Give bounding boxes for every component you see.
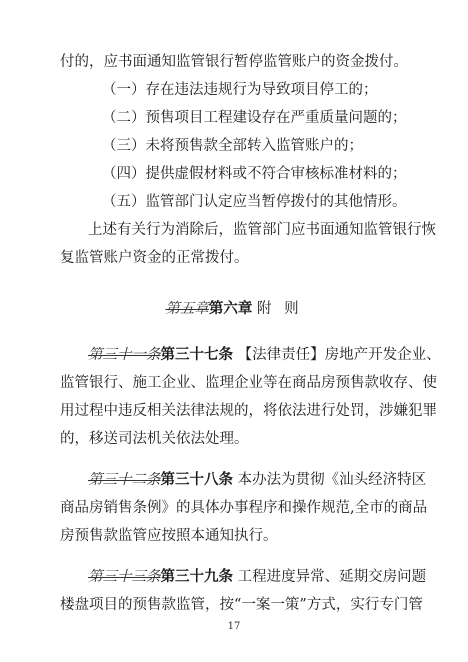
text-line: 复监管账户资金的正常拨付。	[60, 250, 249, 266]
text-line: 付的，应书面通知监管银行暂停监管账户的资金拨付。	[60, 54, 408, 70]
list-item: （二）预售项目工程建设存在严重质量问题的；	[102, 110, 407, 126]
article-38-heading	[88, 470, 468, 490]
deleted-chapter-number: 第五章	[165, 301, 209, 317]
article-number: 第三十七条	[160, 346, 233, 363]
chapter-title: 附 则	[257, 301, 303, 317]
article-text: 工程进度异常、延期交房问题	[237, 569, 427, 585]
chapter-number: 第六章	[208, 300, 253, 317]
page-number: 17	[227, 621, 241, 632]
list-item: （四）提供虚假材料或不符合审核标准材料的；	[102, 166, 407, 182]
deleted-article-number: 第三十二条	[88, 472, 161, 488]
deleted-article-number: 第三十三条	[88, 569, 161, 585]
text-line: 监管银行、施工企业、监理企业等在商品房预售款收存、使	[60, 375, 437, 391]
article-number: 第三十八条	[160, 471, 233, 488]
article-number: 第三十九条	[160, 568, 233, 585]
text-line: 上述有关行为消除后，监管部门应书面通知监管银行恢	[88, 222, 436, 238]
chapter-heading	[0, 299, 468, 319]
article-text: 【法律责任】房地产开发企业、	[237, 347, 441, 363]
text-line: 房预售款监管应按照本通知执行。	[60, 528, 278, 544]
article-text: 本办法为贯彻《汕头经济特区	[237, 472, 427, 488]
text-line: 商品房销售条例》的具体办事程序和操作规范,全市的商品	[60, 500, 428, 516]
article-39-heading	[88, 567, 468, 587]
list-item: （五）监管部门认定应当暂停拨付的其他情形。	[102, 194, 407, 210]
list-item: （一）存在违法违规行为导致项目停工的；	[102, 82, 378, 98]
deleted-article-number: 第三十一条	[88, 347, 161, 363]
list-item: （三）未将预售款全部转入监管账户的；	[102, 138, 363, 154]
text-line: 楼盘项目的预售款监管，按“一案一策”方式，实行专门管	[60, 597, 423, 613]
text-line: 的，移送司法机关依法处理。	[60, 431, 249, 447]
text-line: 用过程中违反相关法律法规的，将依法进行处罚，涉嫌犯罪	[60, 403, 437, 419]
article-37-heading	[88, 345, 468, 365]
